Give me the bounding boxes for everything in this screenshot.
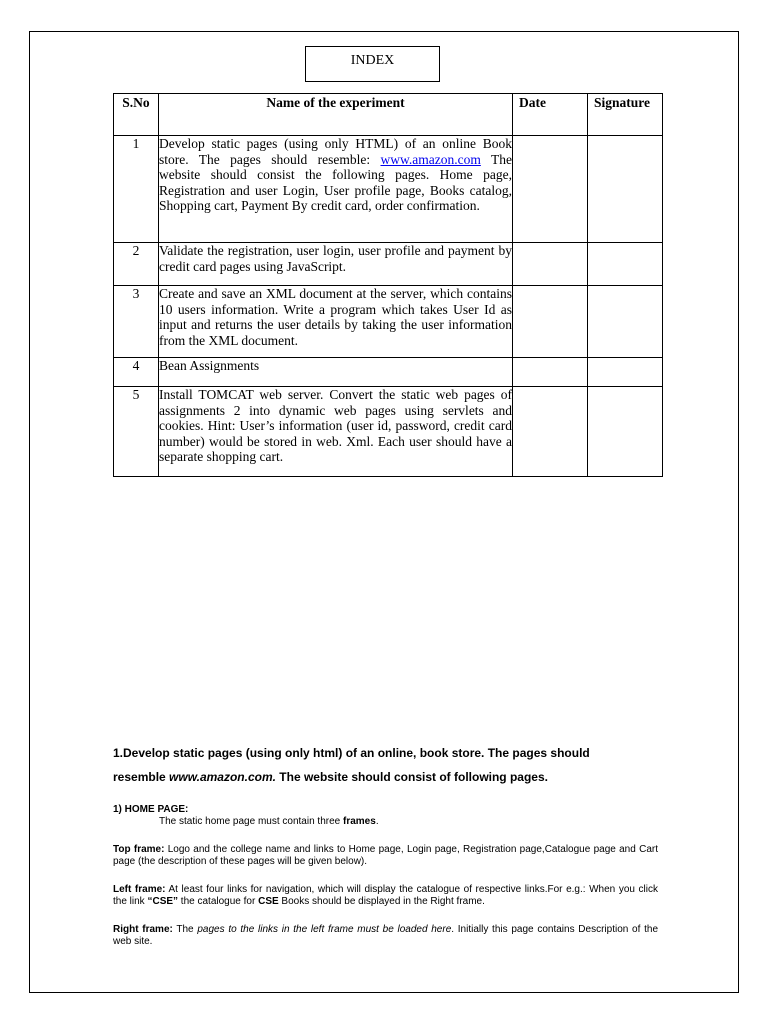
home-page-text: The static home page must contain three bbox=[159, 816, 343, 827]
right-frame-italic: pages to the links in the left frame must be loaded here bbox=[197, 924, 452, 935]
table-row bbox=[114, 387, 663, 477]
right-frame-paragraph bbox=[113, 924, 658, 948]
row-date bbox=[513, 387, 588, 477]
row-signature bbox=[588, 286, 663, 358]
experiment-index-table bbox=[113, 93, 663, 477]
row-experiment-name bbox=[159, 136, 513, 243]
left-frame-label: Left frame: bbox=[113, 884, 166, 895]
row-sno: 5 bbox=[114, 387, 159, 477]
row-date bbox=[513, 243, 588, 286]
right-frame-text: The bbox=[172, 924, 198, 935]
heading-url: www.amazon.com. bbox=[169, 770, 276, 784]
row-signature bbox=[588, 387, 663, 477]
row-experiment-name: Install TOMCAT web server. Convert the static web pages of assignments 2 into dynamic web pages using servlets and cookies. Hint: User’s information (user id, password, credit card number) would be stored in web. Xml. Each user should have a separate shopping cart. bbox=[159, 387, 513, 477]
table-row bbox=[114, 243, 663, 286]
row-sno: 1 bbox=[114, 136, 159, 243]
heading-text: The website should consist of following pages. bbox=[275, 770, 548, 784]
experiment-text: The website should consist the following pages. Home page, Registration and user Login, User profile page, Books catalog, Shopping cart, Payment By credit card, order confirmation. bbox=[159, 151, 512, 213]
right-frame-label: Right frame: bbox=[113, 924, 173, 935]
home-page-frames: frames bbox=[343, 816, 376, 827]
row-signature bbox=[588, 358, 663, 387]
row-date bbox=[513, 136, 588, 243]
top-frame-text: Logo and the college name and links to Home page, Login page, Registration page,Catalogue page and Cart page (the description of these pages will be given below). bbox=[113, 844, 658, 867]
amazon-link[interactable]: www.amazon.com bbox=[380, 151, 481, 167]
row-sno: 4 bbox=[114, 358, 159, 387]
row-date bbox=[513, 286, 588, 358]
row-date bbox=[513, 358, 588, 387]
header-sno: S.No bbox=[114, 94, 159, 136]
table-row bbox=[114, 358, 663, 387]
row-sno: 2 bbox=[114, 243, 159, 286]
row-experiment-name: Create and save an XML document at the server, which contains 10 users information. Write a program which takes User Id as input and returns the user details by taking the user information from the XML document. bbox=[159, 286, 513, 358]
row-experiment-name: Bean Assignments bbox=[159, 358, 513, 387]
left-frame-cse-link: “CSE” bbox=[147, 896, 179, 907]
left-frame-text: Books should be displayed in the Right frame. bbox=[278, 896, 485, 907]
header-signature: Signature bbox=[588, 94, 663, 136]
home-page-title: 1) HOME PAGE: bbox=[113, 804, 189, 815]
top-frame-paragraph bbox=[113, 844, 658, 868]
table-row bbox=[114, 286, 663, 358]
section-heading bbox=[113, 741, 613, 789]
index-title: INDEX bbox=[350, 53, 395, 68]
home-page-block bbox=[113, 804, 658, 828]
left-frame-text: the catalogue for bbox=[178, 896, 259, 907]
table-row bbox=[114, 136, 663, 243]
header-experiment-name: Name of the experiment bbox=[159, 94, 513, 136]
right-frame-text: . Initially this page contains Description of the web site. bbox=[113, 924, 659, 947]
header-date: Date bbox=[513, 94, 588, 136]
home-page-text: . bbox=[375, 816, 379, 827]
left-frame-text: At least four links for navigation, which will display the catalogue of respective links.For e.g.: When you click the link bbox=[113, 884, 658, 907]
row-signature bbox=[588, 243, 663, 286]
top-frame-label: Top frame: bbox=[113, 844, 165, 855]
heading-text: 1.Develop static pages (using only html) of an online, book store. The pages should resemble bbox=[113, 746, 590, 784]
row-signature bbox=[588, 136, 663, 243]
experiment-text: Develop static pages (using only HTML) of an online Book store. The pages should resemble: bbox=[159, 136, 512, 167]
row-sno: 3 bbox=[114, 286, 159, 358]
index-title-box bbox=[305, 46, 440, 82]
left-frame-paragraph bbox=[113, 884, 658, 908]
row-experiment-name: Validate the registration, user login, user profile and payment by credit card pages using JavaScript. bbox=[159, 243, 513, 286]
left-frame-cse: CSE bbox=[258, 896, 279, 907]
table-header-row bbox=[114, 94, 663, 136]
